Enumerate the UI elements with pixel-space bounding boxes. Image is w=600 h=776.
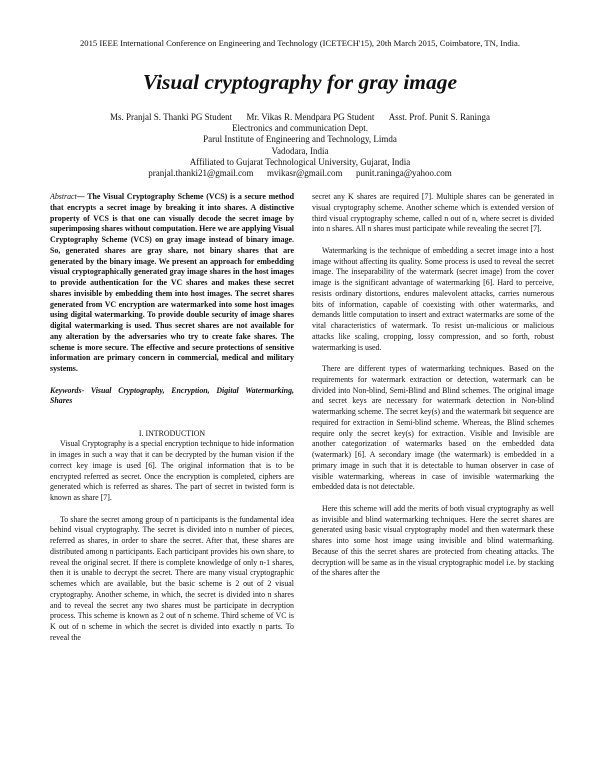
author-2: Mr. Vikas R. Mendpara PG Student	[246, 112, 375, 122]
author-block	[0, 112, 600, 179]
paragraph: Here this scheme will add the merits of both visual cryptography as well as invisible and blind watermarking techniques. Here the secret shares are generated using basic visual cryptography model and then watermark these shares into some host image using invisible and blind watermarking. Because of this the secret shares are protected from cheating attacks. The decryption will be same as in the visual cryptographic model i.e. by stacking of the shares after the	[312, 503, 554, 578]
conference-header: 2015 IEEE International Conference on Engineering and Technology (ICETECH'15), 20th March 2015, Coimbatore, TN, India.	[80, 38, 520, 48]
right-column	[312, 192, 554, 579]
paragraph: To share the secret among group of n participants is the fundamental idea behind visual cryptography. The secret is divided into n number of pieces, referred as shares, in order to share the secret. After that, these shares are distributed among n participants. Each participant provides his own share, to reveal the original secret. If there is complete knowledge of only n-1 shares, then it is unable to decrypt the secret. There are many visual cryptographic schemes which are available, but the basic scheme is 2 out of 2 visual cryptography. Another scheme, in which, the secret is divided into n shares and to reveal the secret any two shares must be participate in decryption process. This scheme is known as 2 out of n scheme. Third scheme of VC is K out of n scheme in which the secret is divided into exactly n parts. To reveal the	[50, 514, 294, 642]
author-dept: Electronics and communication Dept.	[232, 123, 368, 134]
section-heading: I. INTRODUCTION	[138, 428, 206, 438]
abstract-text: — The Visual Cryptography Scheme (VCS) is a secure method that encrypts a secret image by breaking it into shares. A distinctive property of VCS is that one can visually decode the secret image by superimposing shares without computation. Here we are applying Visual Cryptography Scheme (VCS) on gray image instead of binary image. So, generated shares are gray share, not binary shares that are generated by the binary image. We present an approach for embedding visual cryptographically generated gray image shares in the host images to provide authentication for the VC shares and makes these secret shares invisible by embedding them into host images. The secret shares generated from VC encryption are watermarked into some host images using digital watermarking. To provide double security of image shares digital watermarking is used. Thus secret shares are not available for any alteration by the adversaries who try to create fake shares. The scheme is more secure. The effective and secure protections of sensitive information are primary concern in commercial, medical and military systems.	[50, 192, 294, 373]
paragraph: Watermarking is the technique of embedding a secret image into a host image without affecting its quality. Some process is used to reveal the secret image. The inseparability of the watermark (secret image) from the cover image is the significant advantage of watermarking [6]. Hard to perceive, resists ordinary distortions, endures malevolent attacks, carries numerous bits of information, capable of coexisting with other watermarks, and demands little computation to insert and extract watermarks are some of the vital characteristics of watermark. To resist un-malicious or malicious attacks like scaling, cropping, lossy compression, and so forth, robust watermarking is used.	[312, 245, 554, 352]
paper-title: Visual cryptography for gray image	[142, 70, 458, 94]
paragraph: Visual Cryptography is a special encryption technique to hide information in images in such a way that it can be decrypted by the human vision if the correct key image is used [6]. The original information that is to be encrypted referred as secret. Once the encryption is completed, ciphers are generated which is referred as shares. The part of secret in twisted form is known as share [7].	[50, 439, 294, 502]
abstract-label: Abstract	[50, 192, 77, 201]
abstract	[50, 192, 294, 375]
author-names	[0, 112, 600, 123]
author-affiliation: Affiliated to Gujarat Technological University, Gujarat, India	[189, 156, 411, 167]
author-city: Vadodara, India	[271, 145, 329, 156]
paragraph: secret any K shares are required [7]. Multiple shares can be generated in visual cryptography scheme. Another scheme which is extended version of third visual cryptography scheme, called n out of n, where secret is divided into n shares. All n shares must participate while revealing the secret [7].	[312, 192, 554, 234]
keywords: Keywords- Visual Cryptography, Encryption, Digital Watermarking, Shares	[50, 385, 294, 406]
author-3: Asst. Prof. Punit S. Raninga	[388, 112, 490, 122]
left-column	[50, 192, 294, 644]
author-emails: pranjal.thanki21@gmail.com mvikasr@gmail.com punit.raninga@yahoo.com	[148, 168, 452, 179]
author-1: Ms. Pranjal S. Thanki PG Student	[110, 112, 233, 122]
author-institute: Parul Institute of Engineering and Technology, Limda	[203, 134, 397, 145]
paragraph: There are different types of watermarking techniques. Based on the requirements for watermark extraction or detection, watermark can be divided into Non-blind, Semi-Blind and Blind schemes. The original image and secret keys are necessary for watermark detection in Non-blind watermarking scheme. The secret key(s) and the watermark bit sequence are required for extraction in Semi-blind scheme. Whereas, the Blind schemes require only the secret key(s) for extraction. Visible and Invisible are another categorization of watermarks based on the embedded data (watermark) [6]. A secondary image (the watermark) is embedded in a primary image in such that it is detectable to human observer in case of visible watermarking, whereas in case of invisible watermarking the embedded data is not detectable.	[312, 364, 554, 492]
